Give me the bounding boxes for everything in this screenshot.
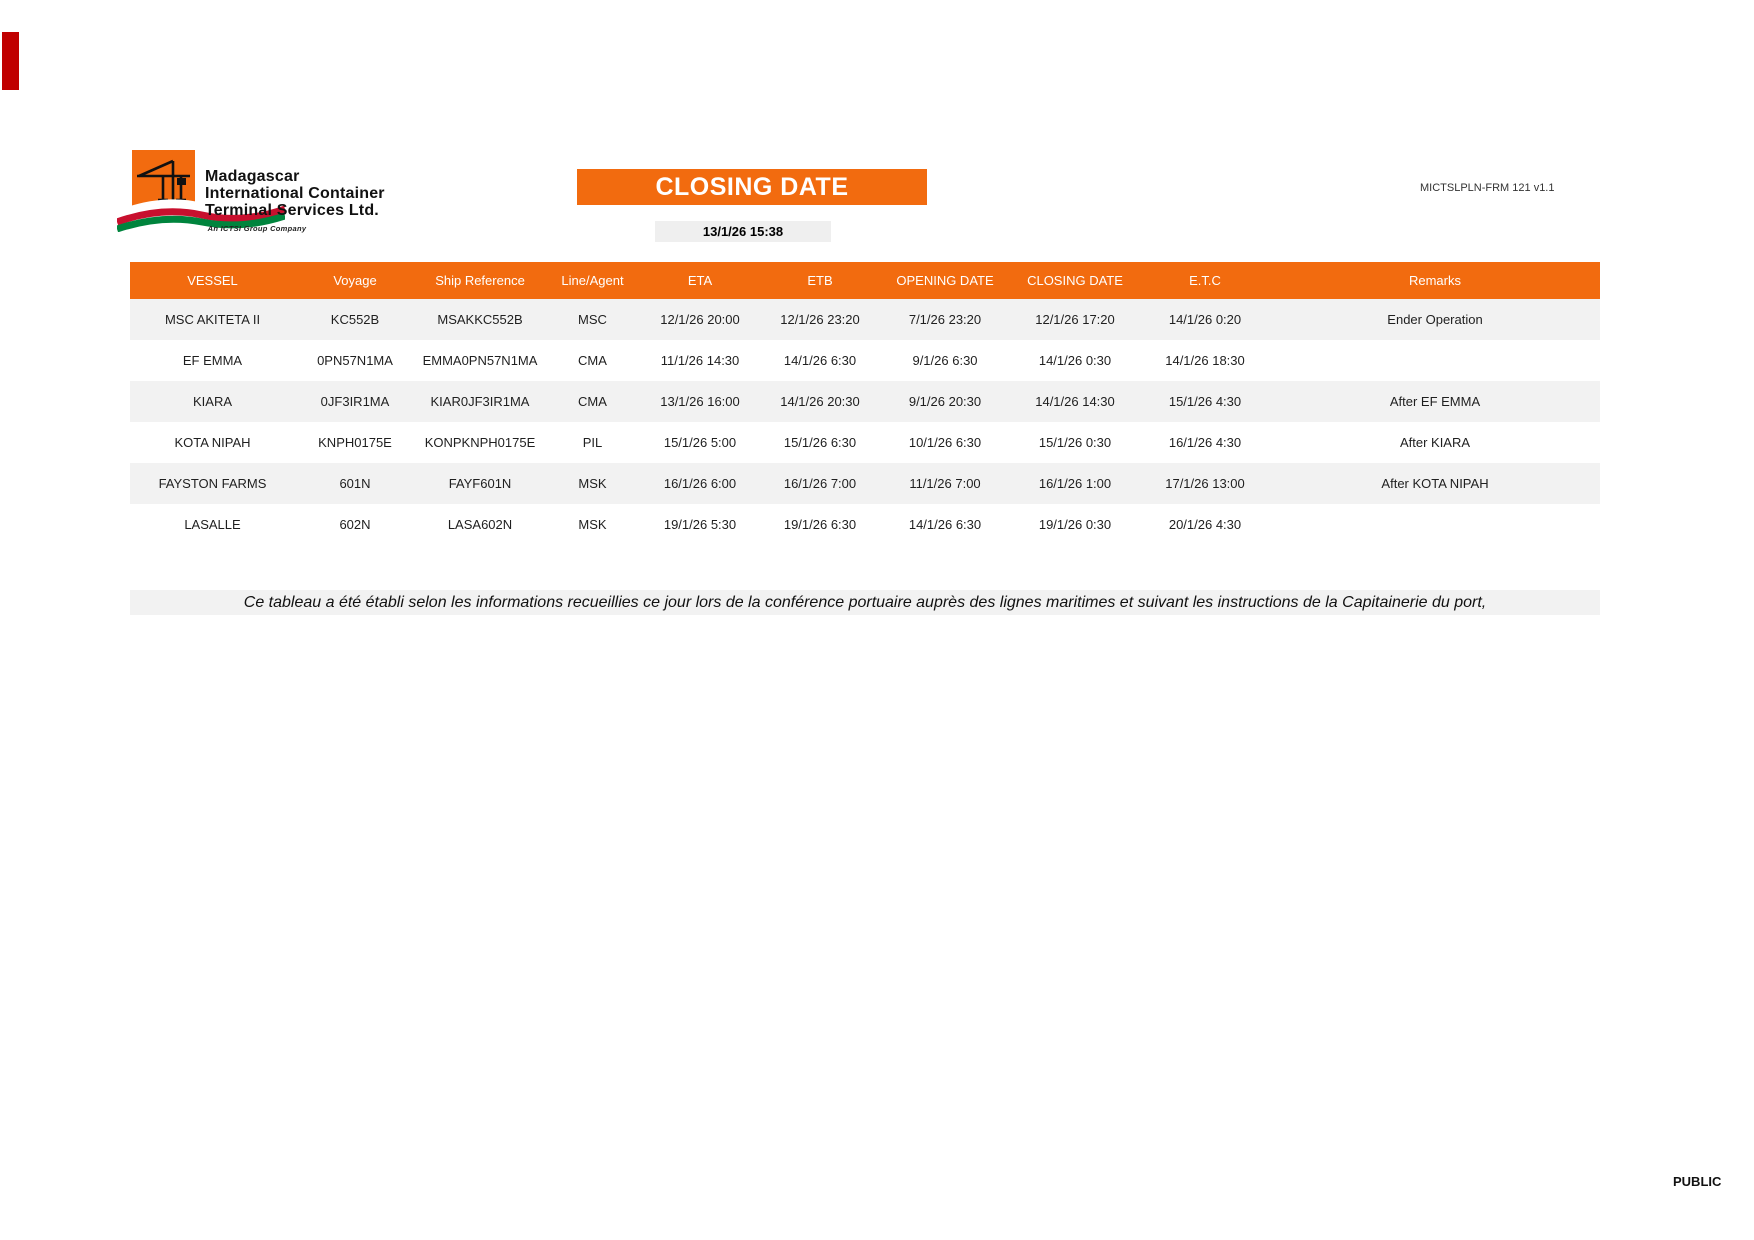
company-name-line1: Madagascar bbox=[205, 168, 300, 185]
company-logo bbox=[117, 148, 407, 238]
table-cell: 17/1/26 13:00 bbox=[1140, 463, 1270, 504]
table-cell: FAYSTON FARMS bbox=[130, 463, 295, 504]
table-cell: 12/1/26 17:20 bbox=[1010, 299, 1140, 340]
table-cell: 15/1/26 5:00 bbox=[663, 435, 737, 450]
table-cell: 12/1/26 23:20 bbox=[760, 299, 880, 340]
table-cell: 14/1/26 6:30 bbox=[783, 353, 857, 368]
table-cell: KC552B bbox=[295, 299, 415, 340]
table-row bbox=[130, 381, 1600, 422]
table-cell: LASALLE bbox=[184, 517, 241, 532]
table-cell: 10/1/26 6:30 bbox=[908, 435, 982, 450]
classification-label: PUBLIC bbox=[1673, 1174, 1722, 1189]
table-cell: 15/1/26 4:30 bbox=[1140, 381, 1270, 422]
table-cell: 15/1/26 6:30 bbox=[783, 435, 857, 450]
table-cell: PIL bbox=[582, 435, 603, 450]
report-datetime: 13/1/26 15:38 bbox=[655, 221, 831, 242]
table-cell: 9/1/26 20:30 bbox=[880, 381, 1010, 422]
table-cell: EF EMMA bbox=[182, 353, 243, 368]
table-cell: MSAKKC552B bbox=[415, 299, 545, 340]
column-header-e-t-c: E.T.C bbox=[1140, 262, 1270, 299]
table-cell: MSK bbox=[545, 463, 640, 504]
table-cell: 19/1/26 6:30 bbox=[783, 517, 857, 532]
table-cell: KOTA NIPAH bbox=[174, 435, 251, 450]
column-header-remarks: Remarks bbox=[1270, 262, 1600, 299]
company-name bbox=[205, 168, 385, 219]
table-cell: 7/1/26 23:20 bbox=[880, 299, 1010, 340]
table-cell: 14/1/26 18:30 bbox=[1165, 353, 1245, 368]
table-cell: CMA bbox=[545, 381, 640, 422]
table-cell: EMMA0PN57N1MA bbox=[422, 353, 538, 368]
form-reference: MICTSLPLN-FRM 121 v1.1 bbox=[1420, 182, 1555, 194]
table-row bbox=[130, 299, 1600, 340]
table-cell: KIAR0JF3IR1MA bbox=[415, 381, 545, 422]
table-cell: 14/1/26 20:30 bbox=[760, 381, 880, 422]
table-cell: LASA602N bbox=[447, 517, 513, 532]
table-cell: 14/1/26 0:20 bbox=[1140, 299, 1270, 340]
table-cell: 19/1/26 5:30 bbox=[663, 517, 737, 532]
column-header-vessel: VESSEL bbox=[130, 262, 295, 299]
table-cell: 14/1/26 14:30 bbox=[1010, 381, 1140, 422]
table-cell: 20/1/26 4:30 bbox=[1168, 517, 1242, 532]
table-cell: MSC bbox=[545, 299, 640, 340]
table-row bbox=[130, 463, 1600, 504]
table-cell: After KOTA NIPAH bbox=[1270, 463, 1600, 504]
table-cell: MSC AKITETA II bbox=[130, 299, 295, 340]
table-cell: KNPH0175E bbox=[318, 435, 392, 450]
column-header-closing-date: CLOSING DATE bbox=[1010, 262, 1140, 299]
company-name-line3: Terminal Services Ltd. bbox=[205, 202, 379, 219]
table-cell: 16/1/26 4:30 bbox=[1168, 435, 1242, 450]
column-header-opening-date: OPENING DATE bbox=[880, 262, 1010, 299]
table-cell: 11/1/26 14:30 bbox=[660, 353, 740, 368]
closing-date-table bbox=[130, 262, 1600, 545]
table-cell: KIARA bbox=[130, 381, 295, 422]
table-cell: 602N bbox=[339, 517, 371, 532]
table-row bbox=[130, 504, 1600, 545]
table-cell: 601N bbox=[295, 463, 415, 504]
table-cell: 14/1/26 6:30 bbox=[908, 517, 982, 532]
column-header-ship-reference: Ship Reference bbox=[415, 262, 545, 299]
table-header-row bbox=[130, 262, 1600, 299]
table-row bbox=[130, 340, 1600, 381]
table-cell: 0PN57N1MA bbox=[317, 353, 393, 368]
table-cell: CMA bbox=[578, 353, 607, 368]
vessel-schedule-table bbox=[130, 262, 1600, 545]
column-header-line-agent: Line/Agent bbox=[545, 262, 640, 299]
company-name-line2: International Container bbox=[205, 185, 385, 202]
table-cell: 0JF3IR1MA bbox=[295, 381, 415, 422]
table-cell: Ender Operation bbox=[1270, 299, 1600, 340]
table-cell: 15/1/26 0:30 bbox=[1038, 435, 1112, 450]
port-conference-note: Ce tableau a été établi selon les informations recueillies ce jour lors de la conférence portuaire auprès des lignes maritimes et suivant les instructions de la Capitainerie du port, bbox=[130, 590, 1600, 615]
table-cell: 11/1/26 7:00 bbox=[880, 463, 1010, 504]
table-cell: 12/1/26 20:00 bbox=[640, 299, 760, 340]
table-cell: 19/1/26 0:30 bbox=[1038, 517, 1112, 532]
table-cell: After EF EMMA bbox=[1270, 381, 1600, 422]
column-header-voyage: Voyage bbox=[295, 262, 415, 299]
table-cell bbox=[1270, 504, 1600, 545]
page-edge-red-marker bbox=[2, 32, 19, 90]
table-cell: MSK bbox=[578, 517, 607, 532]
table-cell: 9/1/26 6:30 bbox=[912, 353, 978, 368]
column-header-etb: ETB bbox=[760, 262, 880, 299]
table-cell: KONPKNPH0175E bbox=[424, 435, 536, 450]
table-cell: 16/1/26 7:00 bbox=[760, 463, 880, 504]
table-cell: 14/1/26 0:30 bbox=[1038, 353, 1112, 368]
table-cell: 16/1/26 6:00 bbox=[640, 463, 760, 504]
table-row bbox=[130, 422, 1600, 463]
document-title: CLOSING DATE bbox=[577, 169, 927, 205]
table-cell bbox=[1270, 340, 1600, 381]
table-cell: FAYF601N bbox=[415, 463, 545, 504]
company-tagline: An ICTSI Group Company bbox=[207, 224, 307, 233]
table-cell: 16/1/26 1:00 bbox=[1010, 463, 1140, 504]
column-header-eta: ETA bbox=[640, 262, 760, 299]
table-cell: After KIARA bbox=[1399, 435, 1471, 450]
table-cell: 13/1/26 16:00 bbox=[640, 381, 760, 422]
